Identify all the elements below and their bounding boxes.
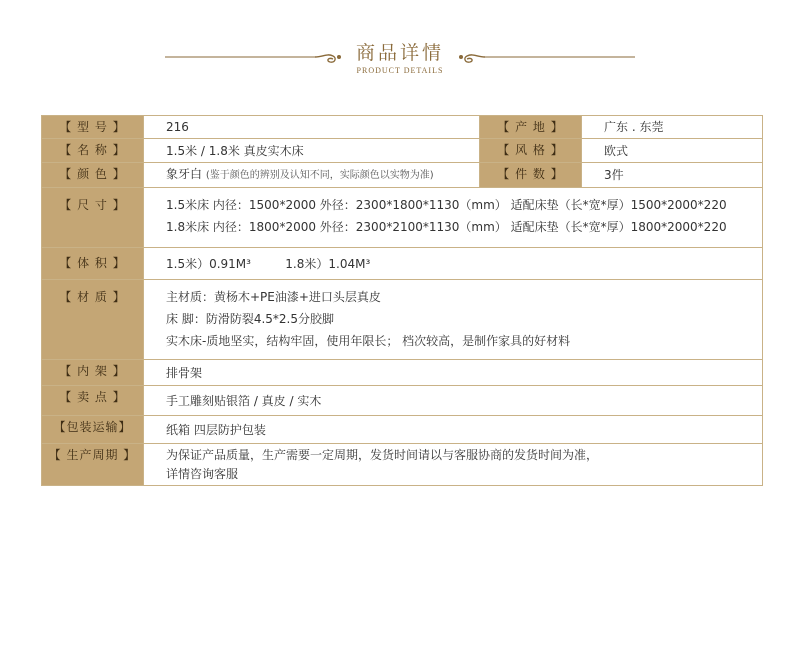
table-row (42, 248, 763, 280)
origin-label: 【 产 地 】 (480, 116, 582, 139)
style-value: 欧式 (582, 139, 763, 163)
section-header (0, 28, 800, 88)
table-row (42, 280, 763, 360)
table-row (42, 444, 763, 486)
page-title: 商品详情 (355, 42, 444, 64)
size-value (144, 188, 763, 248)
material-label: 【 材 质 】 (42, 280, 144, 360)
material-line-3: 实木床-质地坚实，结构牢固，使用年限长； 档次较高，是制作家具的好材料 (166, 334, 571, 348)
table-row (42, 116, 763, 139)
origin-value: 广东 . 东莞 (582, 116, 763, 139)
pieces-label: 【 件 数 】 (480, 163, 582, 188)
selling-value: 手工雕刻贴银箔 / 真皮 / 实木 (144, 386, 763, 416)
size-line-1: 1.5米床 内径：1500*2000 外径：2300*1800*1130（mm） 适配床垫（长*宽*厚）1500*2000*220 (166, 198, 727, 212)
color-note: (鉴于颜色的辨别及认知不同，实际颜色以实物为准) (205, 170, 434, 181)
page-subtitle: PRODUCT DETAILS (356, 66, 444, 75)
material-line-1: 主材质：黄杨木+PE油漆+进口头层真皮 (166, 290, 381, 304)
table-row (42, 139, 763, 163)
packing-label: 【包装运输】 (42, 416, 144, 444)
volume-label: 【 体 积 】 (42, 248, 144, 280)
frame-value: 排骨架 (144, 360, 763, 386)
table-row (42, 360, 763, 386)
product-spec-table (41, 115, 763, 486)
table-row (42, 416, 763, 444)
pieces-value: 3件 (582, 163, 763, 188)
cycle-value (144, 444, 763, 486)
table-row (42, 163, 763, 188)
size-line-2: 1.8米床 内径：1800*2000 外径：2300*2100*1130（mm） 适配床垫（长*宽*厚）1800*2000*220 (166, 220, 727, 234)
color-label: 【 颜 色 】 (42, 163, 144, 188)
material-value (144, 280, 763, 360)
model-value: 216 (144, 116, 480, 139)
name-label: 【 名 称 】 (42, 139, 144, 163)
selling-label: 【 卖 点 】 (42, 386, 144, 416)
style-label: 【 风 格 】 (480, 139, 582, 163)
cycle-line-2: 详情咨询客服 (166, 467, 239, 481)
model-label: 【 型 号 】 (42, 116, 144, 139)
packing-value: 纸箱 四层防护包装 (144, 416, 763, 444)
frame-label: 【 内 架 】 (42, 360, 144, 386)
color-value: 象牙白 (鉴于颜色的辨别及认知不同，实际颜色以实物为准) (144, 163, 480, 188)
volume-value: 1.5米）0.91M³ 1.8米）1.04M³ (144, 248, 763, 280)
name-value: 1.5米 / 1.8米 真皮实木床 (144, 139, 480, 163)
table-row (42, 188, 763, 248)
cycle-line-1: 为保证产品质量，生产需要一定周期，发货时间请以与客服协商的发货时间为准， (166, 448, 599, 462)
material-line-2: 床 脚：防滑防裂4.5*2.5分胶脚 (166, 312, 334, 326)
cycle-label: 【 生产周期 】 (42, 444, 144, 486)
size-label: 【 尺 寸 】 (42, 188, 144, 248)
table-row (42, 386, 763, 416)
